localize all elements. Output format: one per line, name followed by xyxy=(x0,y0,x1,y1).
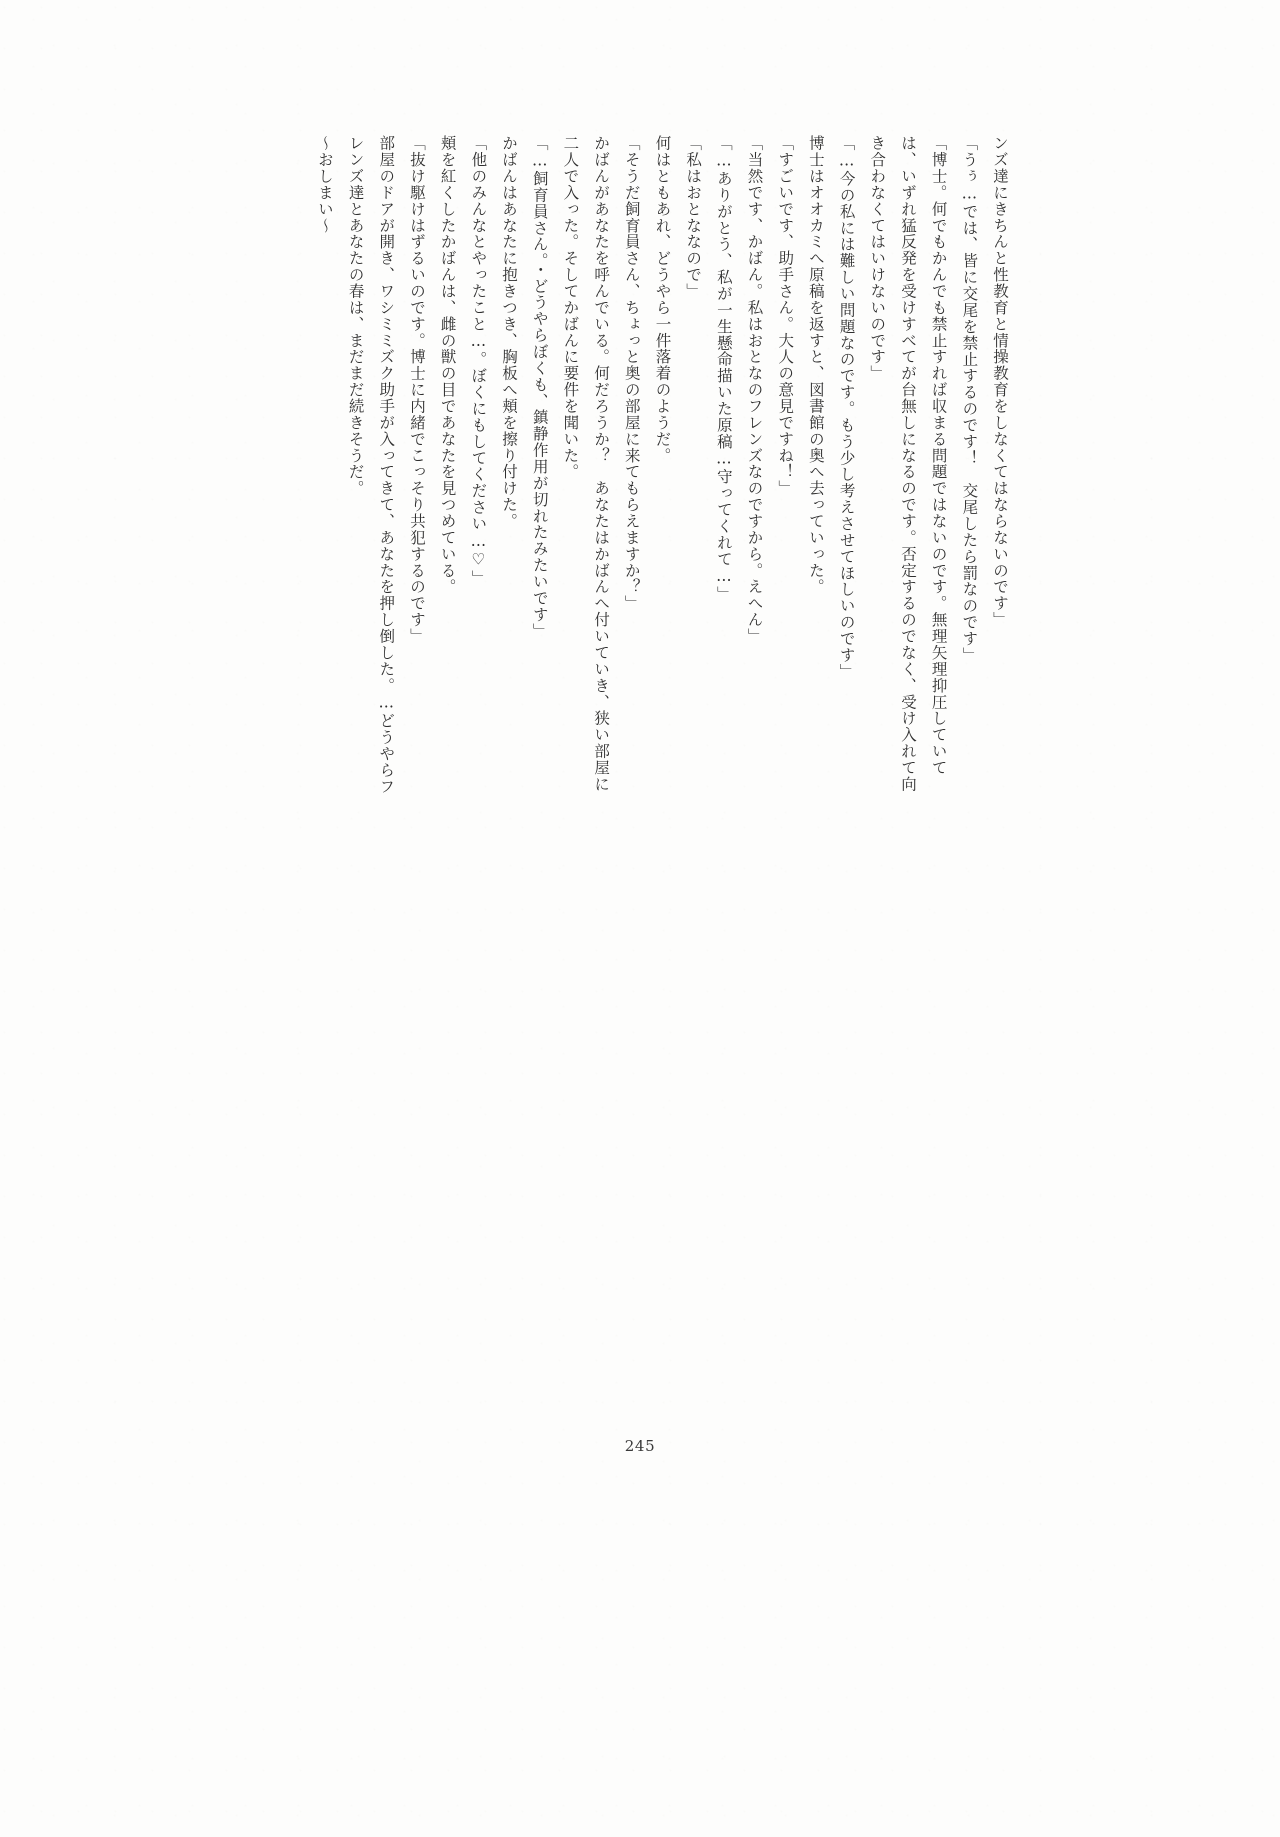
paragraph: 博士はオオカミへ原稿を返すと、図書館の奥へ去っていった。 xyxy=(806,135,825,596)
story-text-body xyxy=(180,135,1015,795)
paragraph: 「すごいです、助手さん。大人の意見ですね！」 xyxy=(776,135,795,497)
paragraph: 「博士。何でもかんでも禁止すれば収まる問題ではないのです。無理矢理抑圧していては、いずれ猛反発を受けすべてが台無しになるのです。否定するのでなく、受け入れて向き合わなくてはいけないのです」 xyxy=(868,135,948,793)
closing-text: 〜おしまい〜 xyxy=(315,135,334,234)
paragraph: 「…ありがとう、私が一生懸命描いた原稿…守ってくれて…」 xyxy=(714,135,733,603)
paragraph: 部屋のドアが開き、ワシミミズク助手が入ってきて、あなたを押し倒した。…どうやらフレンズ達とあなたの春は、まだまだ続きそうだ。 xyxy=(346,135,396,795)
paragraph: かばんがあなたを呼んでいる。何だろうか？ あなたはかばんへ付いていき、狭い部屋に二人で入った。そしてかばんに要件を聞いた。 xyxy=(561,135,611,793)
paragraph: 「うぅ…では、皆に交尾を禁止するのです！ 交尾したら罰なのです」 xyxy=(960,135,979,664)
paragraph: 「他のみんなとやったこと…。ぼくにもしてください…♡」 xyxy=(469,135,488,587)
paragraph: 「当然です、かばん。私はおとなのフレンズなのですから。えへん」 xyxy=(745,135,764,645)
paragraph: 「そうだ飼育員さん、ちょっと奥の部屋に来てもらえますか？」 xyxy=(622,135,641,612)
paragraph: 「抜け駆けはずるいのです。博士に内緒でこっそり共犯するのです」 xyxy=(407,135,426,645)
page-number: 245 xyxy=(624,1437,656,1455)
paragraph: 「…飼育員さん。・どうやらぼくも、鎮静作用が切れたみたいです」 xyxy=(530,135,549,640)
paragraph: ンズ達にきちんと性教育と情操教育をしなくてはならないのです」 xyxy=(991,135,1009,628)
paragraph: 「…今の私には難しい問題なのです。もう少し考えさせてほしいのです」 xyxy=(837,135,856,680)
paragraph: 何はともあれ、どうやら一件落着のようだ。 xyxy=(653,135,672,464)
paragraph: 頬を紅くしたかばんは、雌の獣の目であなたを見つめている。 xyxy=(438,135,457,596)
paragraph: 「私はおとななので」 xyxy=(684,135,703,300)
paragraph: かばんはあなたに抱きつき、胸板へ頬を擦り付けた。 xyxy=(500,135,518,530)
